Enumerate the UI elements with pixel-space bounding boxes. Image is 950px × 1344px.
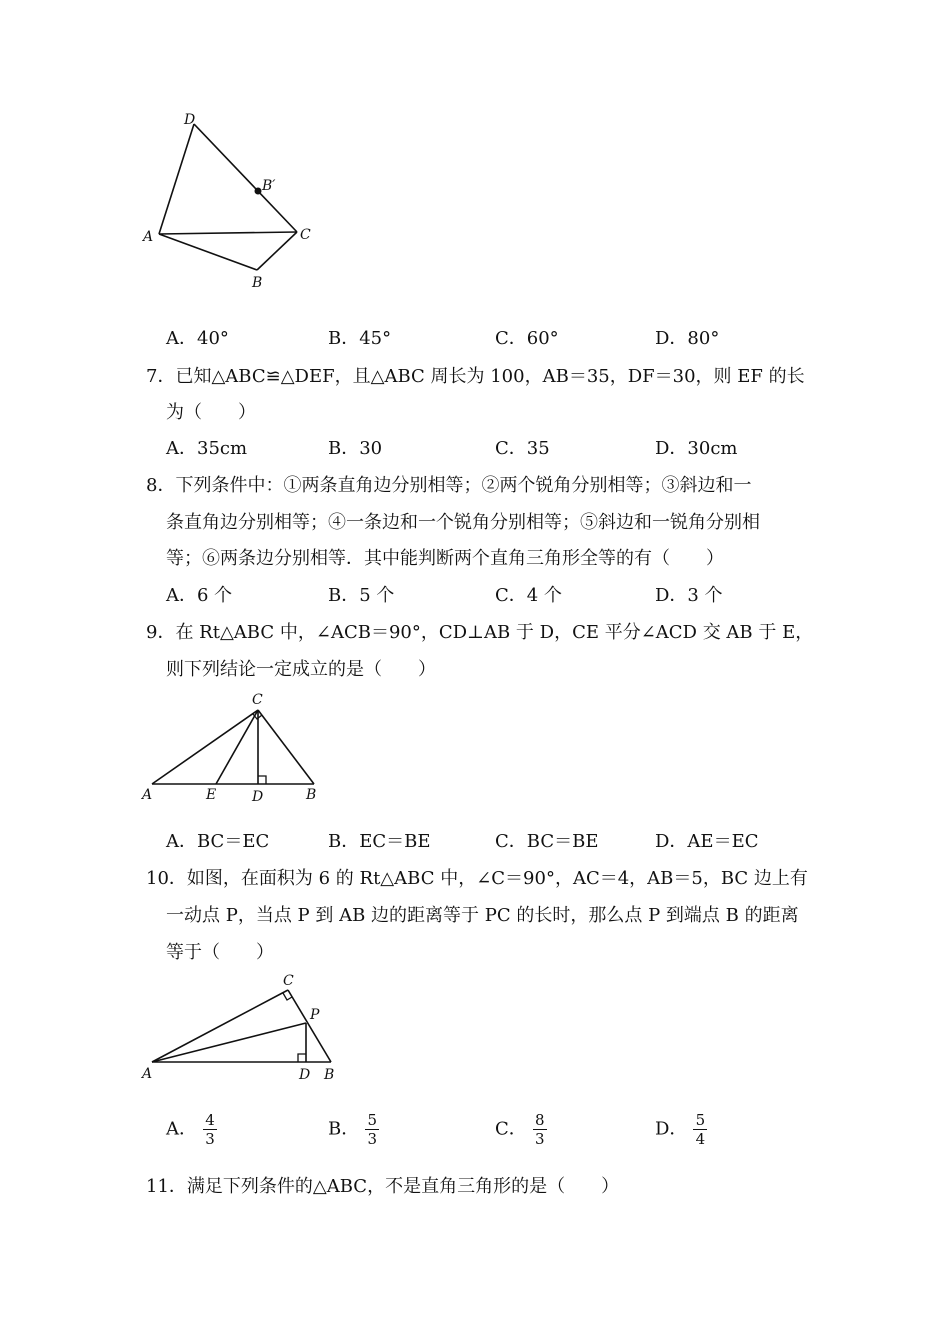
- q9-option-d[interactable]: D．AE＝EC: [655, 831, 759, 852]
- label-a: A: [143, 229, 154, 245]
- q10-figure: [138, 968, 348, 1086]
- q10-option-d-fraction: [693, 1112, 707, 1147]
- q10-option-a-num: 4: [205, 1111, 215, 1129]
- q8-stem-line2: 条直角边分别相等；④一条边和一个锐角分别相等；⑤斜边和一锐角分别相: [166, 512, 760, 533]
- label-e: E: [206, 787, 217, 803]
- q8-option-d[interactable]: D．3 个: [655, 585, 723, 606]
- q6-option-d[interactable]: D．80°: [655, 328, 720, 349]
- label-c: C: [252, 692, 263, 708]
- q10-option-d-den: 4: [695, 1130, 706, 1148]
- q8-stem-line3: 等；⑥两条边分别相等．其中能判断两个直角三角形全等的有（ ）: [166, 548, 724, 569]
- q10-stem-line2: 一动点 P，当点 P 到 AB 边的距离等于 PC 的长时，那么点 P 到端点 B 的距离: [166, 905, 799, 926]
- label-c: C: [300, 227, 311, 243]
- q6-figure: [138, 108, 328, 294]
- q10-option-b-letter: B．: [328, 1118, 360, 1140]
- q7-stem-line2: 为（ ）: [166, 402, 256, 423]
- q7-option-c[interactable]: C．35: [495, 438, 550, 459]
- q6-option-a[interactable]: A．40°: [166, 328, 229, 349]
- q10-stem-line3: 等于（ ）: [166, 942, 274, 963]
- label-d: D: [252, 789, 264, 805]
- q10-option-a-den: 3: [205, 1130, 215, 1148]
- q7-option-b[interactable]: B．30: [328, 438, 383, 459]
- label-b: B: [306, 787, 317, 803]
- q10-stem-line1: 10．如图，在面积为 6 的 Rt△ABC 中，∠C＝90°，AC＝4，AB＝5，BC 边上有: [146, 868, 808, 889]
- q10-option-c-letter: C．: [495, 1118, 527, 1140]
- label-b-prime: B′: [262, 178, 276, 194]
- q11-stem-line1: 11．满足下列条件的△ABC，不是直角三角形的是（ ）: [146, 1176, 620, 1197]
- q10-option-b-fraction: [365, 1112, 379, 1147]
- q9-stem-line1: 9．在 Rt△ABC 中，∠ACB＝90°，CD⊥AB 于 D，CE 平分∠ACD 交 AB 于 E，: [146, 622, 814, 643]
- q9-option-c[interactable]: C．BC＝BE: [495, 831, 599, 852]
- q10-option-a-fraction: [203, 1112, 217, 1147]
- q10-option-b-den: 3: [367, 1130, 377, 1148]
- q10-option-d[interactable]: [655, 1112, 707, 1147]
- point-b-prime: [255, 188, 262, 195]
- label-d: D: [184, 112, 196, 128]
- q10-option-c-den: 3: [535, 1130, 545, 1148]
- q8-option-c[interactable]: C．4 个: [495, 585, 562, 606]
- q9-figure: [138, 686, 338, 808]
- q10-option-c[interactable]: [495, 1112, 547, 1147]
- q8-stem-line1: 8．下列条件中：①两条直角边分别相等；②两个锐角分别相等；③斜边和一: [146, 475, 752, 496]
- q9-option-a[interactable]: A．BC＝EC: [166, 831, 270, 852]
- q10-option-c-fraction: [533, 1112, 547, 1147]
- q10-option-a-letter: A．: [166, 1118, 197, 1140]
- label-b: B: [252, 275, 263, 291]
- label-b: B: [324, 1067, 335, 1083]
- q10-option-a[interactable]: [166, 1112, 217, 1147]
- q7-stem-line1: 7．已知△ABC≌△DEF，且△ABC 周长为 100，AB＝35，DF＝30，则 EF 的长: [146, 366, 805, 387]
- label-a: A: [142, 787, 153, 803]
- q8-option-a[interactable]: A．6 个: [166, 585, 233, 606]
- q8-option-b[interactable]: B．5 个: [328, 585, 395, 606]
- q10-option-d-num: 5: [695, 1111, 706, 1129]
- q6-option-c[interactable]: C．60°: [495, 328, 559, 349]
- q10-option-d-letter: D．: [655, 1118, 688, 1140]
- q9-option-b[interactable]: B．EC＝BE: [328, 831, 431, 852]
- q7-option-a[interactable]: A．35cm: [166, 438, 248, 459]
- q6-option-b[interactable]: B．45°: [328, 328, 392, 349]
- q7-option-d[interactable]: D．30cm: [655, 438, 738, 459]
- label-p: P: [310, 1007, 320, 1023]
- label-a: A: [142, 1066, 153, 1082]
- label-d: D: [299, 1067, 311, 1083]
- q10-option-b[interactable]: [328, 1112, 379, 1147]
- q9-stem-line2: 则下列结论一定成立的是（ ）: [166, 659, 436, 680]
- q10-option-b-num: 5: [367, 1111, 377, 1129]
- label-c: C: [283, 973, 294, 989]
- q10-option-c-num: 8: [535, 1111, 545, 1129]
